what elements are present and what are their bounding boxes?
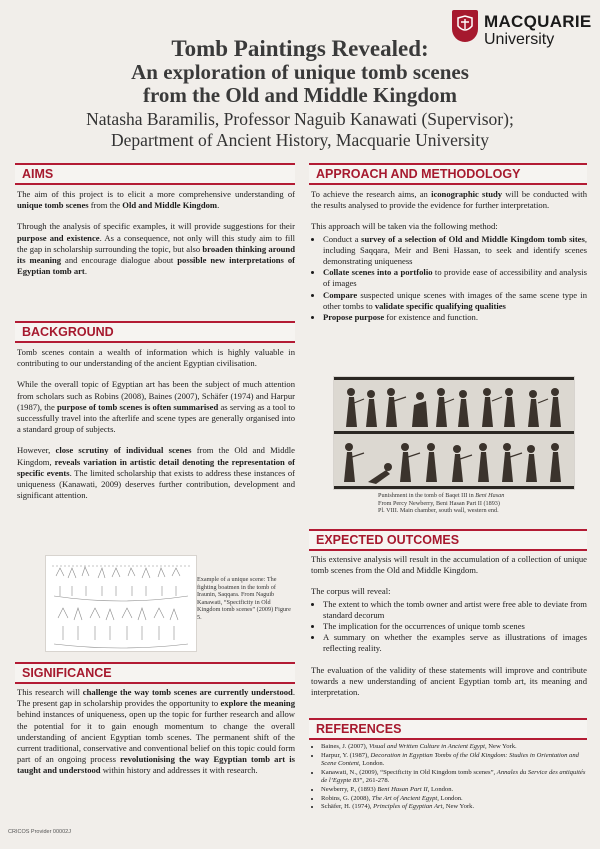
punishment-drawing xyxy=(334,377,574,489)
outcomes-body: This extensive analysis will result in the accumulation of a collection of unique tomb scenes from the Old and Middle Kingdom. The corpus will reveal: • The extent to which the tomb owner and artist were free able to deviate from standard decorum • The implication for the occurrences of unique tomb scenes • A summary on whether the examples serve as illustrations of images reflecting reality. The evaluation of the validity of these statements will improve and contribute towards a new understanding of ancient Egyptian tomb art, its meaning and interpretation. xyxy=(311,554,587,708)
aims-body: The aim of this project is to elicit a more comprehensive understanding of unique tomb scenes from the Old and Middle Kingdom. Through the analysis of specific examples, it will provide suggestions for their purpose and existence. As a consequence, not only will this study aim to fill the gap in scholarship surrounding the topic, but also broaden thinking around its meaning and encourage dialogue about possible new interpretations of Egyptian tomb art. xyxy=(17,189,295,277)
footer-cricos: CRICOS Provider 00002J xyxy=(8,829,71,835)
references-section xyxy=(309,718,587,822)
list-item: • Harpur, Y. (1987), Decoration in Egyptian Tombs of the Old Kingdom: Studies in Orientation and Scene Content, London. xyxy=(321,752,587,769)
list-item: • The implication for the occurrences of unique tomb scenes xyxy=(323,621,587,632)
logo-word-university: University xyxy=(484,31,555,48)
poster-header xyxy=(0,36,600,151)
list-item: • Kanawati, N., (2009), “Specificity in Old Kingdom tomb scenes”, Annales du Service des antiquités de l’Egypte 83”, 261-278. xyxy=(321,769,587,786)
figure-punishment-scene xyxy=(333,376,575,490)
figure-punishment-caption xyxy=(378,492,578,515)
list-item: • Collate scenes into a portfolio to provide ease of accessibility and analysis of images xyxy=(323,267,587,289)
aims-title: AIMS xyxy=(15,163,295,185)
significance-title: SIGNIFICANCE xyxy=(15,662,295,684)
list-item: • Propose purpose for existence and function. xyxy=(323,312,587,323)
caption-line1: Punishment in the tomb of Baqet III in xyxy=(378,492,476,499)
references-body xyxy=(311,743,587,812)
list-item: • The extent to which the tomb owner and artist were free able to deviate from standard decorum xyxy=(323,599,587,621)
references-title: REFERENCES xyxy=(309,718,587,740)
outcomes-title: EXPECTED OUTCOMES xyxy=(309,529,587,551)
outcomes-section xyxy=(309,529,587,709)
approach-method-list xyxy=(311,234,587,324)
list-item: • A summary on whether the examples serve as illustrations of images reflecting reality. xyxy=(323,632,587,654)
figure-boatmen-caption: Example of a unique scene: The fighting boatmen in the tomb of Iraunin, Saqqara. From Naguib Kanawati, “Specificity in Old Kingdom tomb scenes” (2009) Figure 5. xyxy=(197,576,291,621)
approach-body: To achieve the research aims, an iconographic study will be conducted with the results analysed to provide the evidence for further interpretation. This approach will be taken via the following method: • Conduct a survey of a selection of Old and Middle Kingdom tomb sites, including Saqqara, Meir and Beni Hassan, to seek and identify scenes demonstrating uniqueness • Collate scenes into a portfolio to provide ease of accessibility and analysis of images • Compare suspected unique scenes with images of the same scene type in other tombs to validate specific qualifying qualities • Propose purpose for existence and function. xyxy=(311,189,587,323)
poster-authors: Natasha Baramilis, Professor Naguib Kanawati (Supervisor); xyxy=(86,109,514,129)
poster-department: Department of Ancient History, Macquarie University xyxy=(111,130,489,150)
references-list xyxy=(311,743,587,812)
list-item: • Conduct a survey of a selection of Old and Middle Kingdom tomb sites, including Saqqara, Meir and Beni Hassan, to seek and identify scenes demonstrating uniqueness xyxy=(323,234,587,268)
list-item: • Newberry, P., (1893) Beni Hasan Part II, London. xyxy=(321,786,587,795)
significance-section xyxy=(15,662,295,822)
list-item: • Robins, G. (2008), The Art of Ancient Egypt, London. xyxy=(321,795,587,804)
list-item: • Schäfer, H. (1974), Principles of Egyptian Art, New York. xyxy=(321,803,587,812)
poster-subtitle-line2: from the Old and Middle Kingdom xyxy=(142,83,458,107)
caption-line3: Pl. VIII. Main chamber, south wall, western end. xyxy=(378,507,499,515)
outcomes-list xyxy=(311,599,587,655)
aims-section xyxy=(15,163,295,313)
poster-subtitle-line1: An exploration of unique tomb scenes xyxy=(131,60,469,84)
poster-title: Tomb Paintings Revealed: xyxy=(171,36,429,61)
caption-location: Beni Hasan xyxy=(475,492,505,499)
background-title: BACKGROUND xyxy=(15,321,295,343)
figure-fighting-boatmen xyxy=(45,555,197,652)
approach-title: APPROACH AND METHODOLOGY xyxy=(309,163,587,185)
approach-section xyxy=(309,163,587,368)
logo-word-macquarie: MACQUARIE xyxy=(484,12,592,31)
list-item: • Baines, J. (2007), Visual and Written Culture in Ancient Egypt, New York. xyxy=(321,743,587,752)
boatmen-drawing xyxy=(46,556,196,651)
list-item: • Compare suspected unique scenes with images of the same scene type in other tombs to validate specific qualifying qualities xyxy=(323,290,587,312)
significance-body: This research will challenge the way tomb scenes are currently understood. The present gap in scholarship provides the opportunity to explore the meaning behind instances of uniqueness, open up the topic for further research and allow the potential for it to gain enough momentum to change the overall understanding of ancient Egyptian tomb scenes. The permanent shift of the current traditional, conservative and conventional belief on this topic could form part of an ongoing process revolutionising the way Egyptian tomb art is taught and understood within history and addresses it with research. xyxy=(17,687,295,776)
caption-line2: From Percy Newberry, Beni Hasan Part II (1893) xyxy=(378,499,500,507)
background-body: Tomb scenes contain a wealth of information which is highly valuable in contributing to our understanding of the ancient Egyptian civilisation. While the overall topic of Egyptian art has been the subject of much attention from scholars such as Robins (2008), Baines (2007), Schäfer (1974) and Harpur (1987), the purpose of tomb scenes is often summarised as serving as a tool to successfully travel into the afterlife and scene types are generally organised into a standard group of subjects. However, close scrutiny of individual scenes from the Old and Middle Kingdom, reveals variation in artistic detail denoting the representation of specific events. The limited scholarship that exists to address these instances of uniqueness (Kanawati, 2009) deserves further contribution, development and significant attention. xyxy=(17,347,296,501)
background-section xyxy=(15,321,295,551)
